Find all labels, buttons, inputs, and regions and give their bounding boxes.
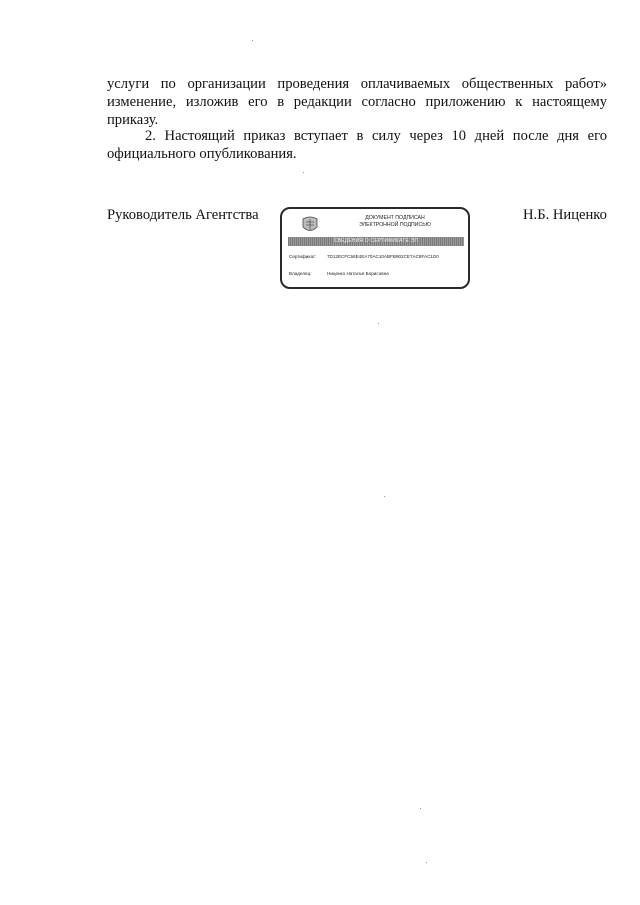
owner-row — [289, 271, 389, 277]
paragraph-2 — [107, 127, 607, 163]
signatory-name: Н.Б. Ниценко — [523, 207, 607, 223]
scan-speck — [426, 862, 427, 863]
paragraph-1-line: услуги по организации проведения оплачиваемых общественных работ» — [107, 76, 607, 92]
scan-speck — [378, 323, 379, 324]
paragraph-2-line: 2. Настоящий приказ вступает в силу через 10 дней после дня его — [145, 128, 607, 144]
scan-speck — [384, 496, 385, 497]
stamp-band: СВЕДЕНИЯ О СЕРТИФИКАТЕ ЭП — [288, 237, 464, 246]
owner-value: Ниценко Наталья Борисовна — [327, 271, 389, 276]
electronic-signature-stamp — [280, 207, 470, 289]
certificate-label: Сертификат: — [289, 254, 317, 259]
scan-speck — [303, 172, 304, 173]
coat-of-arms-icon — [301, 215, 319, 235]
certificate-row — [289, 254, 439, 260]
scan-speck — [252, 40, 253, 41]
paragraph-1-line: изменение, изложив его в редакции согласно приложению к настоящему — [107, 94, 607, 110]
stamp-title-line: ДОКУМЕНТ ПОДПИСАН — [365, 215, 425, 221]
stamp-title-line: ЭЛЕКТРОННОЙ ПОДПИСЬЮ — [359, 222, 431, 228]
paragraph-1-line: приказу. — [107, 112, 159, 128]
owner-label: Владелец: — [289, 271, 312, 276]
signatory-role: Руководитель Агентства — [107, 207, 259, 223]
certificate-value: 7D12ECFC56E4EA70AC10ABFB902CE7AC8FAC1D0 — [327, 254, 439, 259]
paragraph-1 — [107, 75, 607, 129]
paragraph-2-line: официального опубликования. — [107, 146, 297, 162]
stamp-title — [330, 215, 460, 229]
scan-speck — [420, 808, 421, 809]
